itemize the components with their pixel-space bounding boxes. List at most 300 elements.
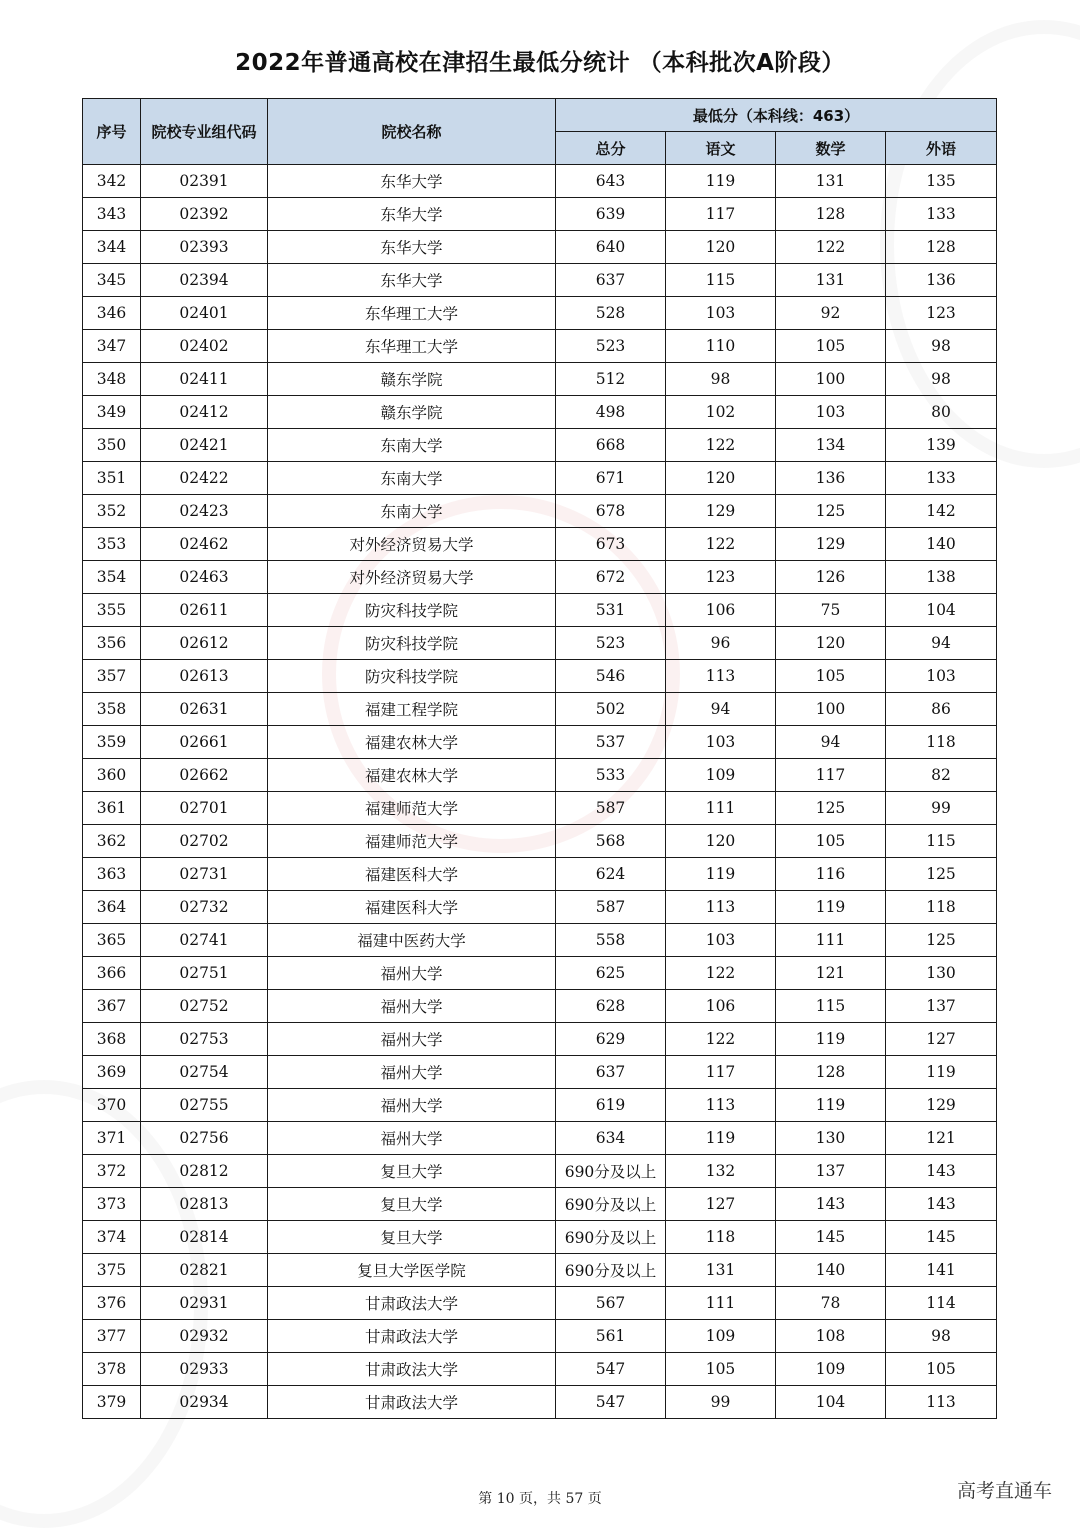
- cell-math: 143: [776, 1188, 886, 1221]
- cell-code: 02391: [141, 165, 268, 198]
- cell-total: 634: [556, 1122, 666, 1155]
- cell-chinese: 103: [666, 726, 776, 759]
- cell-name: 复旦大学: [268, 1221, 556, 1254]
- cell-total: 523: [556, 330, 666, 363]
- table-row: [83, 1254, 997, 1287]
- table-row: [83, 825, 997, 858]
- cell-total: 498: [556, 396, 666, 429]
- cell-chinese: 132: [666, 1155, 776, 1188]
- cell-foreign: 98: [886, 363, 997, 396]
- cell-name: 复旦大学: [268, 1155, 556, 1188]
- cell-seq: 349: [83, 396, 141, 429]
- cell-foreign: 133: [886, 462, 997, 495]
- cell-foreign: 99: [886, 792, 997, 825]
- cell-code: 02613: [141, 660, 268, 693]
- cell-seq: 356: [83, 627, 141, 660]
- cell-name: 福建医科大学: [268, 858, 556, 891]
- table-header: [83, 99, 997, 165]
- table-row: [83, 561, 997, 594]
- table-row: [83, 792, 997, 825]
- cell-seq: 379: [83, 1386, 141, 1419]
- cell-math: 122: [776, 231, 886, 264]
- cell-code: 02393: [141, 231, 268, 264]
- cell-math: 108: [776, 1320, 886, 1353]
- cell-total: 668: [556, 429, 666, 462]
- page-number: 第 10 页，共 57 页: [478, 1491, 602, 1507]
- cell-seq: 355: [83, 594, 141, 627]
- cell-foreign: 121: [886, 1122, 997, 1155]
- table-row: [83, 1089, 997, 1122]
- cell-math: 125: [776, 495, 886, 528]
- cell-foreign: 119: [886, 1056, 997, 1089]
- cell-code: 02394: [141, 264, 268, 297]
- cell-total: 640: [556, 231, 666, 264]
- cell-seq: 366: [83, 957, 141, 990]
- cell-code: 02813: [141, 1188, 268, 1221]
- cell-math: 136: [776, 462, 886, 495]
- cell-name: 福建农林大学: [268, 759, 556, 792]
- cell-foreign: 114: [886, 1287, 997, 1320]
- cell-name: 防灾科技学院: [268, 594, 556, 627]
- score-table: [82, 98, 997, 1419]
- cell-name: 东华理工大学: [268, 330, 556, 363]
- table-row: [83, 594, 997, 627]
- cell-code: 02812: [141, 1155, 268, 1188]
- cell-math: 104: [776, 1386, 886, 1419]
- cell-chinese: 109: [666, 1320, 776, 1353]
- cell-name: 福州大学: [268, 1089, 556, 1122]
- cell-foreign: 139: [886, 429, 997, 462]
- cell-name: 福建工程学院: [268, 693, 556, 726]
- cell-total: 558: [556, 924, 666, 957]
- cell-code: 02423: [141, 495, 268, 528]
- cell-foreign: 135: [886, 165, 997, 198]
- source-brand: 高考直通车: [956, 1480, 1052, 1502]
- cell-seq: 371: [83, 1122, 141, 1155]
- cell-seq: 362: [83, 825, 141, 858]
- cell-total: 547: [556, 1353, 666, 1386]
- cell-chinese: 96: [666, 627, 776, 660]
- table-row: [83, 957, 997, 990]
- cell-seq: 364: [83, 891, 141, 924]
- table-row: [83, 627, 997, 660]
- cell-math: 103: [776, 396, 886, 429]
- cell-name: 东华理工大学: [268, 297, 556, 330]
- cell-chinese: 117: [666, 1056, 776, 1089]
- cell-total: 587: [556, 792, 666, 825]
- cell-math: 75: [776, 594, 886, 627]
- cell-code: 02932: [141, 1320, 268, 1353]
- table-row: [83, 858, 997, 891]
- cell-chinese: 111: [666, 1287, 776, 1320]
- table-body: [83, 165, 997, 1419]
- cell-seq: 354: [83, 561, 141, 594]
- cell-chinese: 117: [666, 198, 776, 231]
- table-row: [83, 1056, 997, 1089]
- cell-chinese: 113: [666, 1089, 776, 1122]
- cell-chinese: 131: [666, 1254, 776, 1287]
- cell-chinese: 111: [666, 792, 776, 825]
- table-row: [83, 1386, 997, 1419]
- cell-total: 643: [556, 165, 666, 198]
- cell-foreign: 98: [886, 1320, 997, 1353]
- cell-chinese: 122: [666, 957, 776, 990]
- cell-chinese: 118: [666, 1221, 776, 1254]
- cell-math: 128: [776, 198, 886, 231]
- cell-foreign: 118: [886, 891, 997, 924]
- cell-name: 东华大学: [268, 264, 556, 297]
- cell-foreign: 128: [886, 231, 997, 264]
- cell-total: 690分及以上: [556, 1221, 666, 1254]
- cell-chinese: 123: [666, 561, 776, 594]
- table-row: [83, 1320, 997, 1353]
- cell-seq: 369: [83, 1056, 141, 1089]
- cell-chinese: 119: [666, 165, 776, 198]
- cell-chinese: 120: [666, 825, 776, 858]
- cell-seq: 374: [83, 1221, 141, 1254]
- cell-name: 福州大学: [268, 957, 556, 990]
- cell-foreign: 143: [886, 1188, 997, 1221]
- cell-total: 624: [556, 858, 666, 891]
- cell-total: 637: [556, 264, 666, 297]
- cell-name: 赣东学院: [268, 363, 556, 396]
- table-row: [83, 264, 997, 297]
- cell-chinese: 98: [666, 363, 776, 396]
- cell-code: 02463: [141, 561, 268, 594]
- cell-name: 防灾科技学院: [268, 627, 556, 660]
- cell-total: 690分及以上: [556, 1188, 666, 1221]
- table-row: [83, 759, 997, 792]
- cell-code: 02702: [141, 825, 268, 858]
- table-row: [83, 462, 997, 495]
- cell-foreign: 145: [886, 1221, 997, 1254]
- cell-code: 02732: [141, 891, 268, 924]
- cell-chinese: 105: [666, 1353, 776, 1386]
- cell-math: 119: [776, 1089, 886, 1122]
- cell-name: 福建医科大学: [268, 891, 556, 924]
- cell-math: 116: [776, 858, 886, 891]
- cell-foreign: 136: [886, 264, 997, 297]
- cell-seq: 357: [83, 660, 141, 693]
- cell-math: 105: [776, 330, 886, 363]
- cell-seq: 352: [83, 495, 141, 528]
- cell-foreign: 94: [886, 627, 997, 660]
- cell-seq: 370: [83, 1089, 141, 1122]
- cell-chinese: 103: [666, 297, 776, 330]
- cell-foreign: 104: [886, 594, 997, 627]
- cell-code: 02661: [141, 726, 268, 759]
- cell-code: 02612: [141, 627, 268, 660]
- cell-math: 121: [776, 957, 886, 990]
- table-row: [83, 297, 997, 330]
- cell-seq: 343: [83, 198, 141, 231]
- cell-total: 587: [556, 891, 666, 924]
- cell-math: 125: [776, 792, 886, 825]
- cell-foreign: 141: [886, 1254, 997, 1287]
- table-row: [83, 1023, 997, 1056]
- cell-foreign: 137: [886, 990, 997, 1023]
- cell-math: 105: [776, 825, 886, 858]
- cell-name: 福州大学: [268, 1023, 556, 1056]
- cell-chinese: 99: [666, 1386, 776, 1419]
- cell-code: 02756: [141, 1122, 268, 1155]
- cell-name: 东南大学: [268, 429, 556, 462]
- cell-chinese: 120: [666, 462, 776, 495]
- table-row: [83, 990, 997, 1023]
- cell-math: 126: [776, 561, 886, 594]
- cell-total: 671: [556, 462, 666, 495]
- cell-foreign: 125: [886, 924, 997, 957]
- table-row: [83, 528, 997, 561]
- cell-chinese: 127: [666, 1188, 776, 1221]
- cell-foreign: 80: [886, 396, 997, 429]
- table-row: [83, 396, 997, 429]
- cell-total: 690分及以上: [556, 1155, 666, 1188]
- table-row: [83, 198, 997, 231]
- cell-math: 130: [776, 1122, 886, 1155]
- cell-seq: 375: [83, 1254, 141, 1287]
- cell-name: 甘肃政法大学: [268, 1386, 556, 1419]
- cell-seq: 372: [83, 1155, 141, 1188]
- header-total: 总分: [556, 132, 666, 165]
- cell-foreign: 125: [886, 858, 997, 891]
- cell-name: 东华大学: [268, 165, 556, 198]
- cell-name: 东南大学: [268, 462, 556, 495]
- cell-math: 117: [776, 759, 886, 792]
- header-math: 数学: [776, 132, 886, 165]
- cell-code: 02392: [141, 198, 268, 231]
- cell-seq: 358: [83, 693, 141, 726]
- cell-chinese: 109: [666, 759, 776, 792]
- cell-foreign: 142: [886, 495, 997, 528]
- cell-code: 02741: [141, 924, 268, 957]
- cell-code: 02701: [141, 792, 268, 825]
- cell-math: 78: [776, 1287, 886, 1320]
- cell-code: 02611: [141, 594, 268, 627]
- table-row: [83, 726, 997, 759]
- table-row: [83, 363, 997, 396]
- cell-code: 02933: [141, 1353, 268, 1386]
- table-row: [83, 660, 997, 693]
- cell-total: 673: [556, 528, 666, 561]
- cell-name: 福建农林大学: [268, 726, 556, 759]
- table-row: [83, 924, 997, 957]
- cell-foreign: 118: [886, 726, 997, 759]
- cell-name: 福州大学: [268, 1122, 556, 1155]
- cell-name: 对外经济贸易大学: [268, 561, 556, 594]
- cell-code: 02731: [141, 858, 268, 891]
- cell-foreign: 138: [886, 561, 997, 594]
- cell-seq: 360: [83, 759, 141, 792]
- cell-foreign: 140: [886, 528, 997, 561]
- cell-name: 福建师范大学: [268, 792, 556, 825]
- cell-chinese: 94: [666, 693, 776, 726]
- cell-seq: 367: [83, 990, 141, 1023]
- cell-total: 639: [556, 198, 666, 231]
- cell-seq: 351: [83, 462, 141, 495]
- page-title: 2022年普通高校在津招生最低分统计 （本科批次A阶段）: [235, 50, 845, 76]
- cell-code: 02402: [141, 330, 268, 363]
- cell-code: 02755: [141, 1089, 268, 1122]
- cell-code: 02412: [141, 396, 268, 429]
- cell-code: 02754: [141, 1056, 268, 1089]
- cell-total: 537: [556, 726, 666, 759]
- cell-total: 546: [556, 660, 666, 693]
- cell-name: 东华大学: [268, 198, 556, 231]
- table-row: [83, 1221, 997, 1254]
- cell-seq: 346: [83, 297, 141, 330]
- cell-chinese: 113: [666, 891, 776, 924]
- cell-total: 547: [556, 1386, 666, 1419]
- cell-name: 甘肃政法大学: [268, 1320, 556, 1353]
- cell-code: 02462: [141, 528, 268, 561]
- cell-code: 02411: [141, 363, 268, 396]
- cell-name: 福建中医药大学: [268, 924, 556, 957]
- cell-foreign: 113: [886, 1386, 997, 1419]
- cell-math: 131: [776, 264, 886, 297]
- table-row: [83, 1122, 997, 1155]
- header-code: 院校专业组代码: [141, 99, 268, 165]
- cell-foreign: 133: [886, 198, 997, 231]
- cell-name: 复旦大学: [268, 1188, 556, 1221]
- cell-math: 100: [776, 363, 886, 396]
- cell-chinese: 119: [666, 1122, 776, 1155]
- cell-name: 福建师范大学: [268, 825, 556, 858]
- cell-seq: 353: [83, 528, 141, 561]
- cell-foreign: 115: [886, 825, 997, 858]
- cell-total: 672: [556, 561, 666, 594]
- cell-total: 512: [556, 363, 666, 396]
- cell-code: 02821: [141, 1254, 268, 1287]
- header-seq: 序号: [83, 99, 141, 165]
- cell-foreign: 82: [886, 759, 997, 792]
- cell-seq: 361: [83, 792, 141, 825]
- cell-total: 678: [556, 495, 666, 528]
- header-foreign: 外语: [886, 132, 997, 165]
- table-row: [83, 330, 997, 363]
- cell-math: 109: [776, 1353, 886, 1386]
- cell-total: 625: [556, 957, 666, 990]
- cell-math: 111: [776, 924, 886, 957]
- cell-name: 复旦大学医学院: [268, 1254, 556, 1287]
- cell-code: 02421: [141, 429, 268, 462]
- cell-chinese: 120: [666, 231, 776, 264]
- table-row: [83, 693, 997, 726]
- cell-math: 128: [776, 1056, 886, 1089]
- cell-seq: 345: [83, 264, 141, 297]
- cell-seq: 347: [83, 330, 141, 363]
- cell-total: 628: [556, 990, 666, 1023]
- cell-total: 533: [556, 759, 666, 792]
- cell-name: 福州大学: [268, 1056, 556, 1089]
- table-row: [83, 165, 997, 198]
- cell-code: 02814: [141, 1221, 268, 1254]
- cell-chinese: 122: [666, 528, 776, 561]
- cell-total: 637: [556, 1056, 666, 1089]
- cell-chinese: 122: [666, 1023, 776, 1056]
- cell-total: 523: [556, 627, 666, 660]
- table-row: [83, 495, 997, 528]
- cell-foreign: 103: [886, 660, 997, 693]
- table-row: [83, 1155, 997, 1188]
- cell-code: 02662: [141, 759, 268, 792]
- cell-code: 02753: [141, 1023, 268, 1056]
- cell-chinese: 115: [666, 264, 776, 297]
- cell-name: 对外经济贸易大学: [268, 528, 556, 561]
- cell-math: 140: [776, 1254, 886, 1287]
- cell-name: 东南大学: [268, 495, 556, 528]
- cell-math: 105: [776, 660, 886, 693]
- cell-code: 02631: [141, 693, 268, 726]
- header-name: 院校名称: [268, 99, 556, 165]
- cell-name: 东华大学: [268, 231, 556, 264]
- cell-chinese: 110: [666, 330, 776, 363]
- cell-seq: 342: [83, 165, 141, 198]
- cell-code: 02751: [141, 957, 268, 990]
- cell-seq: 377: [83, 1320, 141, 1353]
- cell-total: 561: [556, 1320, 666, 1353]
- cell-math: 115: [776, 990, 886, 1023]
- cell-code: 02401: [141, 297, 268, 330]
- cell-chinese: 102: [666, 396, 776, 429]
- cell-total: 568: [556, 825, 666, 858]
- cell-chinese: 106: [666, 594, 776, 627]
- cell-chinese: 103: [666, 924, 776, 957]
- header-chinese: 语文: [666, 132, 776, 165]
- table-row: [83, 1188, 997, 1221]
- cell-math: 134: [776, 429, 886, 462]
- cell-math: 145: [776, 1221, 886, 1254]
- cell-seq: 365: [83, 924, 141, 957]
- cell-total: 528: [556, 297, 666, 330]
- cell-code: 02931: [141, 1287, 268, 1320]
- cell-name: 甘肃政法大学: [268, 1287, 556, 1320]
- cell-code: 02752: [141, 990, 268, 1023]
- cell-total: 629: [556, 1023, 666, 1056]
- cell-total: 502: [556, 693, 666, 726]
- cell-seq: 363: [83, 858, 141, 891]
- table-row: [83, 231, 997, 264]
- cell-math: 137: [776, 1155, 886, 1188]
- cell-foreign: 130: [886, 957, 997, 990]
- cell-name: 福州大学: [268, 990, 556, 1023]
- cell-math: 129: [776, 528, 886, 561]
- cell-seq: 344: [83, 231, 141, 264]
- table-row: [83, 1287, 997, 1320]
- cell-math: 94: [776, 726, 886, 759]
- cell-seq: 373: [83, 1188, 141, 1221]
- cell-seq: 378: [83, 1353, 141, 1386]
- header-min-score-group: 最低分（本科线：463）: [556, 99, 997, 132]
- cell-total: 567: [556, 1287, 666, 1320]
- cell-foreign: 127: [886, 1023, 997, 1056]
- cell-chinese: 122: [666, 429, 776, 462]
- cell-total: 619: [556, 1089, 666, 1122]
- cell-foreign: 143: [886, 1155, 997, 1188]
- cell-math: 100: [776, 693, 886, 726]
- cell-seq: 359: [83, 726, 141, 759]
- cell-chinese: 106: [666, 990, 776, 1023]
- table-row: [83, 891, 997, 924]
- cell-seq: 348: [83, 363, 141, 396]
- table-row: [83, 1353, 997, 1386]
- cell-seq: 350: [83, 429, 141, 462]
- cell-math: 119: [776, 1023, 886, 1056]
- cell-math: 119: [776, 891, 886, 924]
- cell-math: 120: [776, 627, 886, 660]
- cell-foreign: 129: [886, 1089, 997, 1122]
- cell-foreign: 98: [886, 330, 997, 363]
